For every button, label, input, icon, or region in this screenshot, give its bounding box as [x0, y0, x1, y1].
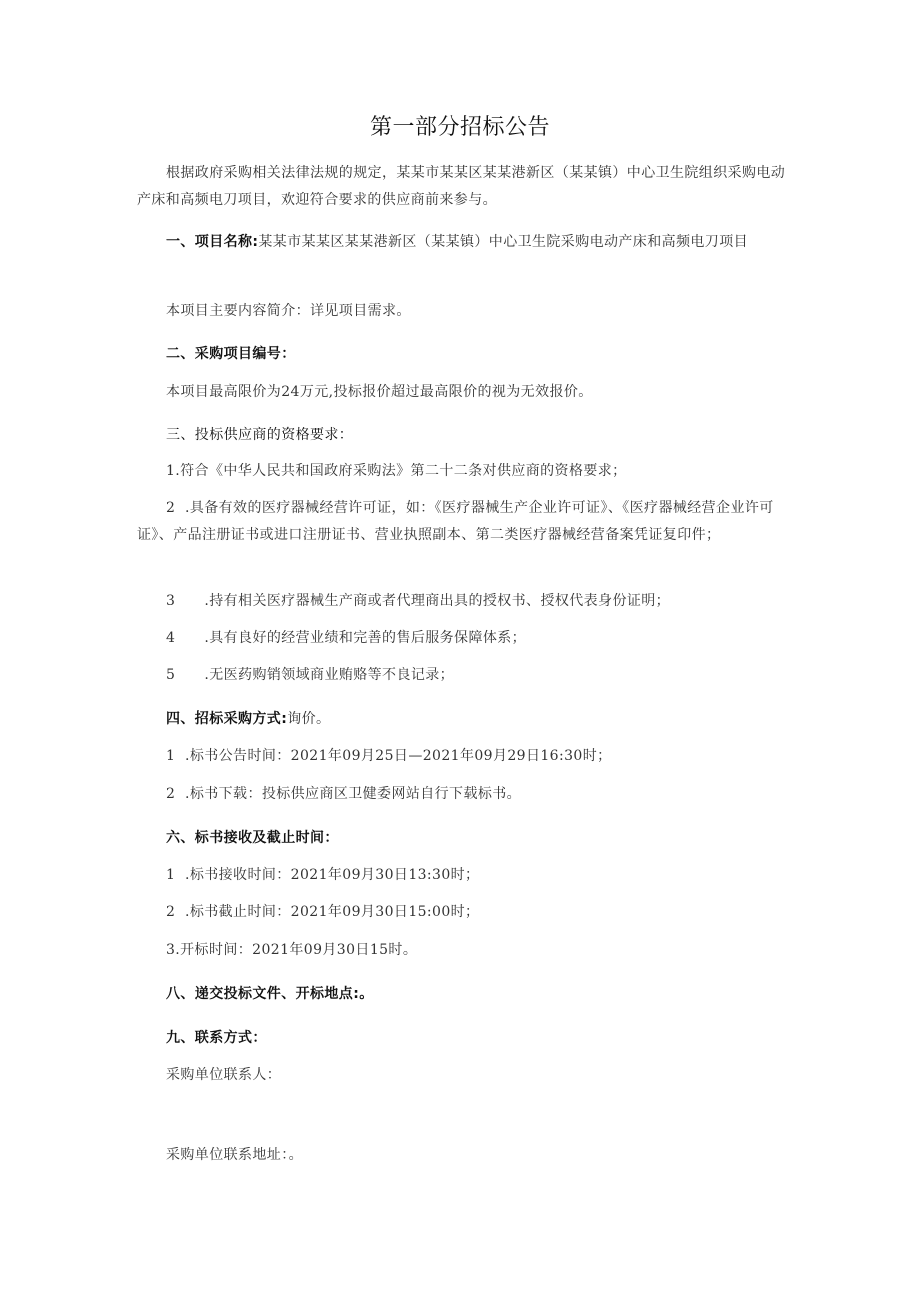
- list-item: 2 .标书下载：投标供应商区卫健委网站自行下载标书。: [166, 786, 522, 802]
- list-item: 3.开标时间：2021年09月30日15时。: [166, 942, 418, 958]
- list-item: 4 .具有良好的经营业绩和完善的售后服务保障体系；: [166, 630, 527, 646]
- list-item: 3 .持有相关医疗器械生产商或者代理商出具的授权书、授权代表身份证明；: [166, 593, 671, 609]
- intro-paragraph: 根据政府采购相关法律法规的规定，某某市某某区某某港新区（某某镇）中心卫生院组织采购电动产床和高频电刀项目，欢迎符合要求的供应商前来参与。: [137, 165, 786, 208]
- section-heading: 九、联系方式：: [166, 1030, 267, 1046]
- project-summary: 本项目主要内容简介：详见项目需求。: [166, 303, 411, 319]
- price-limit-text: 本项目最高限价为24万元,投标报价超过最高限价的视为无效报价。: [166, 384, 593, 400]
- section-heading: 二、采购项目编号：: [166, 346, 296, 362]
- section-project-name: [137, 229, 787, 256]
- section-procurement-method: [137, 706, 787, 733]
- document-title: 第一部分招标公告: [369, 115, 550, 140]
- project-name-text: 某某市某某区某某港新区（某某镇）中心卫生院采购电动产床和高频电刀项目: [258, 234, 749, 250]
- list-item: 1 .标书公告时间：2021年09月25日—2021年09月29日16:30时；: [166, 748, 612, 764]
- list-item: 5 .无医药购销领域商业贿赂等不良记录；: [166, 667, 455, 683]
- section-heading: 三、投标供应商的资格要求：: [166, 427, 354, 443]
- contact-person-label: 采购单位联系人：: [166, 1067, 282, 1083]
- list-item: 1 .标书接收时间：2021年09月30日13:30时；: [166, 867, 480, 883]
- section-heading: 六、标书接收及截止时间：: [166, 830, 339, 846]
- list-item: 2 .标书截止时间：2021年09月30日15:00时；: [166, 904, 480, 920]
- list-item: 1.符合《中华人民共和国政府采购法》第二十二条对供应商的资格要求；: [166, 463, 627, 479]
- section-heading: 一、项目名称:: [166, 234, 259, 250]
- contact-address-label: 采购单位联系地址：。: [166, 1147, 303, 1163]
- procurement-method-text: 询价。: [287, 711, 331, 727]
- list-item: 2 .具备有效的医疗器械经营许可证，如：《医疗器械生产企业许可证》、《医疗器械经营企业许可证》、产品注册证书或进口注册证书、营业执照副本、第二类医疗器械经营备案凭证复印件；: [137, 500, 774, 543]
- section-heading: 四、招标采购方式:: [166, 711, 288, 727]
- section-heading: 八、递交投标文件、开标地点:。: [166, 986, 374, 1002]
